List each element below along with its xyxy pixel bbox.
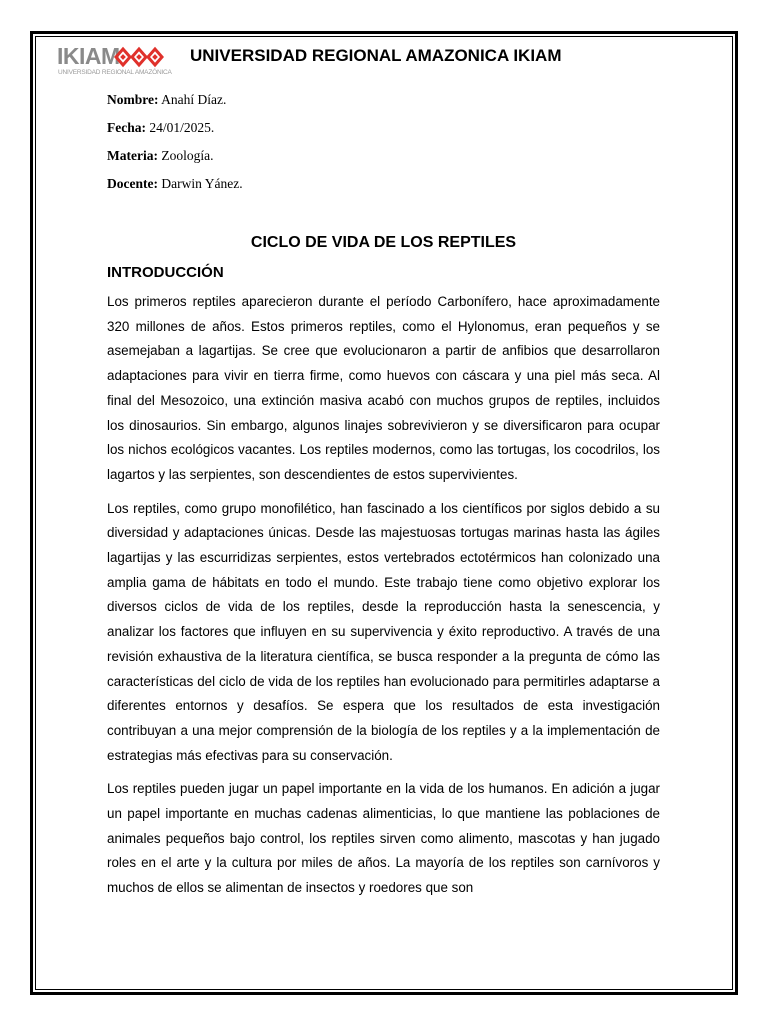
meta-value: Darwin Yánez. (157, 176, 243, 191)
logo-wordmark: IKIAM (57, 43, 120, 69)
meta-name (107, 90, 243, 118)
meta-subject (107, 146, 243, 174)
section-heading: INTRODUCCIÓN (107, 264, 224, 281)
meta-value: Zoología. (157, 148, 214, 163)
meta-label: Fecha: (107, 120, 146, 135)
meta-label: Docente: (107, 176, 158, 191)
document-title: CICLO DE VIDA DE LOS REPTILES (250, 234, 517, 251)
university-title: UNIVERSIDAD REGIONAL AMAZONICA IKIAM (190, 46, 562, 65)
meta-date (107, 118, 243, 146)
meta-teacher (107, 174, 243, 202)
document-metadata (107, 90, 243, 202)
paragraph: Los primeros reptiles aparecieron durante el período Carbonífero, hace aproximadamente 320 millones de años. Estos primeros reptiles, como el Hylonomus, eran pequeños y se asemejaban a lagartijas. Se cree que evolucionaron a partir de anfibios que desarrollaron adaptaciones para vivir en tierra firme, como huevos con cáscara y una piel más seca. Al final del Mesozoico, una extinción masiva acabó con muchos grupos de reptiles, incluidos los dinosaurios. Sin embargo, algunos linajes sobrevivieron y se diversificaron para ocupar los nichos ecológicos vacantes. Los reptiles modernos, como las tortugas, los cocodrilos, los lagartos y las serpientes, son descendientes de estos supervivientes. (107, 294, 660, 482)
logo-diamond-pattern-icon (114, 46, 166, 68)
meta-label: Nombre: (107, 92, 159, 107)
document-body (107, 290, 660, 910)
paragraph: Los reptiles, como grupo monofilético, han fascinado a los científicos por siglos debido a su diversidad y adaptaciones únicas. Desde las majestuosas tortugas marinas hasta las ágiles lagartijas y las escurridizas serpientes, estos vertebrados ectotérmicos han colonizado una amplia gama de hábitats en todo el mundo. Este trabajo tiene como objetivo explorar los diversos ciclos de vida de los reptiles, desde la reproducción hasta la senescencia, y analizar los factores que influyen en su supervivencia y éxito reproductivo. A través de una revisión exhaustiva de la literatura científica, se busca responder a la pregunta de cómo las características del ciclo de vida de los reptiles han evolucionado para permitirles adaptarse a diferentes entornos y desafíos. Se espera que los resultados de esta investigación contribuyan a una mejor comprensión de la biología de los reptiles y a la implementación de estrategias más efectivas para su conservación. (107, 500, 660, 763)
meta-label: Materia: (107, 148, 158, 163)
university-logo (57, 43, 172, 78)
meta-value: 24/01/2025. (145, 120, 215, 135)
logo-subtitle: UNIVERSIDAD REGIONAL AMAZÓNICA (58, 69, 172, 76)
paragraph: Los reptiles pueden jugar un papel importante en la vida de los humanos. En adición a jugar un papel importante en muchas cadenas alimenticias, lo que mantiene las poblaciones de animales pequeños bajo control, los reptiles sirven como alimento, mascotas y han jugado roles en el arte y la cultura por miles de años. La mayoría de los reptiles son carnívoros y muchos de ellos se alimentan de insectos y roedores que son (107, 781, 660, 896)
meta-value: Anahí Díaz. (158, 92, 227, 107)
